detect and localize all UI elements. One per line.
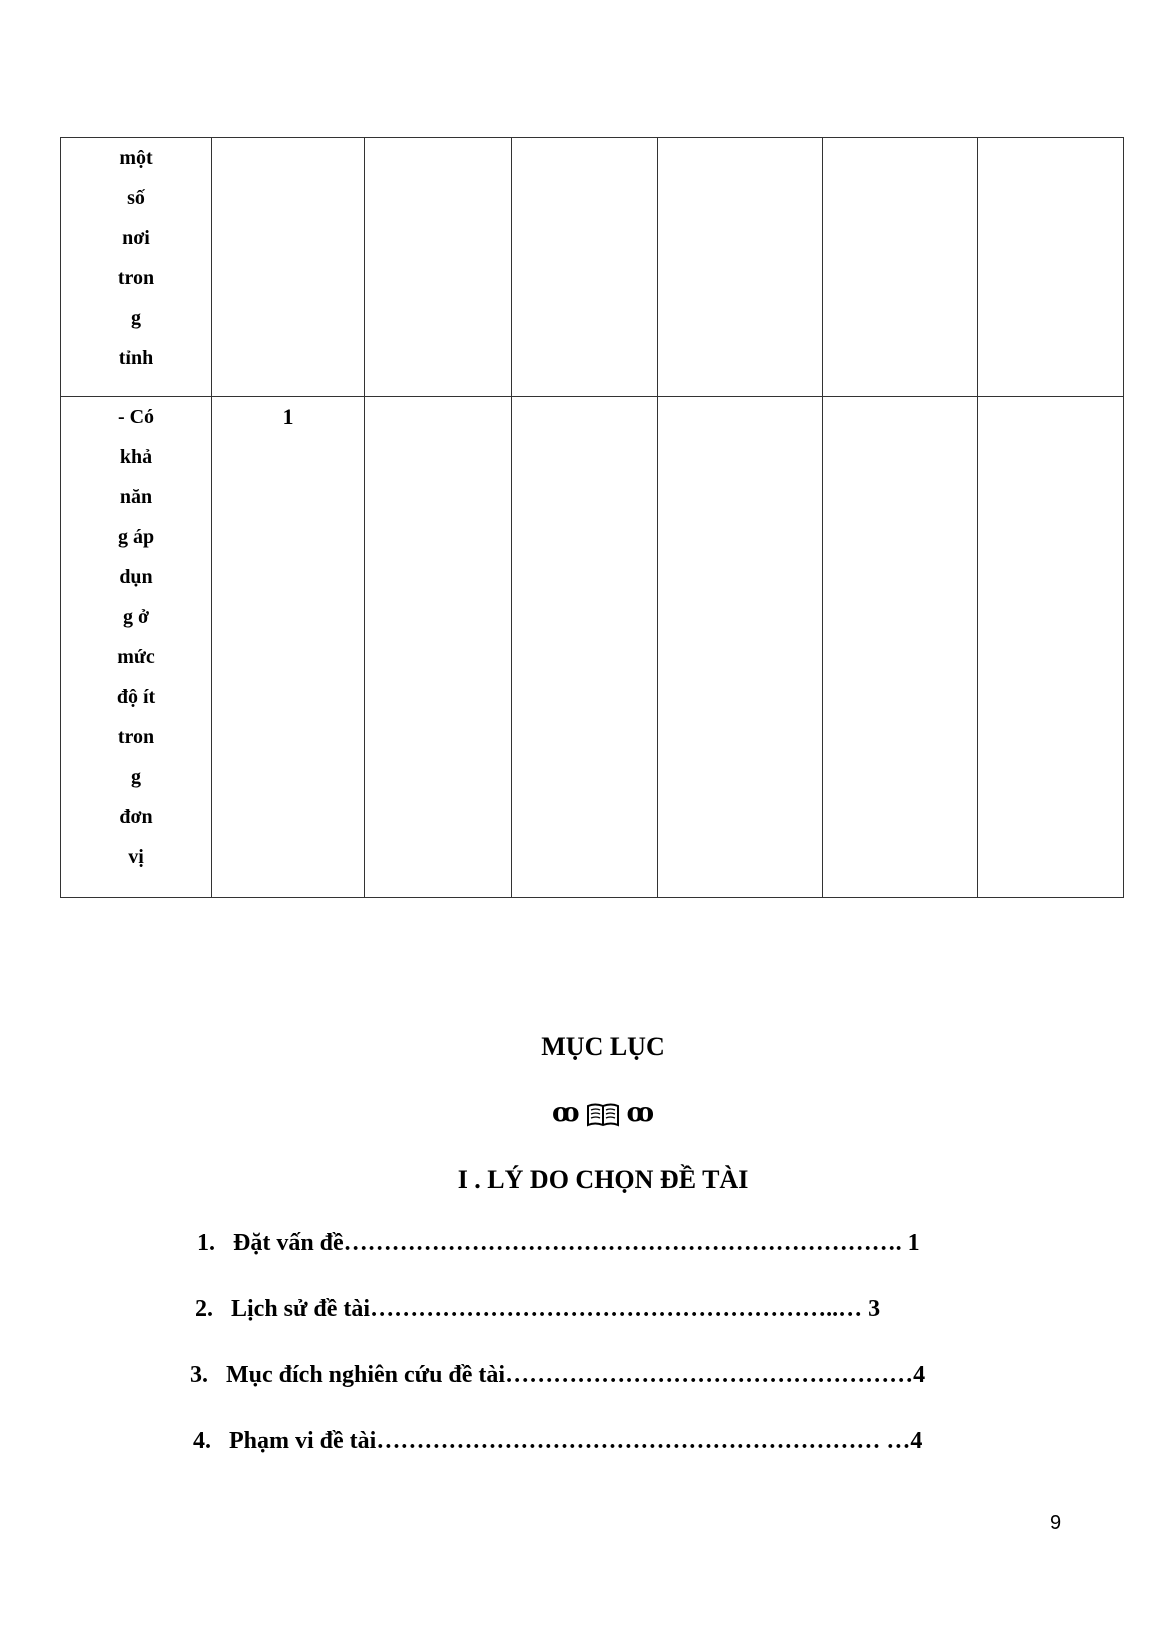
criterion-line: tron bbox=[117, 726, 155, 748]
criterion-text bbox=[61, 138, 211, 378]
table-cell bbox=[658, 397, 823, 898]
cell-value: 1 bbox=[282, 404, 294, 429]
table-cell bbox=[512, 397, 658, 898]
criterion-line: một bbox=[119, 147, 153, 169]
criterion-line: g bbox=[131, 766, 141, 788]
table-cell bbox=[212, 397, 365, 898]
toc-item-text: Lịch sử đề tài…………………………………………………..… 3 bbox=[231, 1296, 881, 1322]
toc-item-text: Phạm vi đề tài……………………………………………………… …4 bbox=[229, 1428, 923, 1454]
table-cell bbox=[365, 397, 512, 898]
criterion-line: g áp bbox=[117, 526, 155, 548]
toc-item-text: Mục đích nghiên cứu đề tài……………………………………………4 bbox=[226, 1362, 926, 1388]
table-cell bbox=[512, 138, 658, 397]
criterion-line: tron bbox=[117, 267, 155, 289]
section-heading: I . LÝ DO CHỌN ĐỀ TÀI bbox=[457, 1165, 749, 1194]
criterion-cell bbox=[61, 138, 212, 397]
toc-item-number: 3. bbox=[190, 1362, 208, 1388]
page-number: 9 bbox=[1050, 1512, 1062, 1534]
toc-item-number: 1. bbox=[197, 1230, 215, 1256]
table-cell bbox=[212, 138, 365, 397]
criterion-line: nơi bbox=[122, 227, 150, 249]
toc-item-number: 2. bbox=[195, 1296, 213, 1322]
evaluation-table bbox=[60, 137, 1124, 898]
criterion-line: dụn bbox=[119, 566, 153, 588]
criterion-line: số bbox=[127, 187, 145, 209]
toc-item bbox=[195, 1296, 880, 1323]
table-cell bbox=[365, 138, 512, 397]
toc-item-number: 4. bbox=[193, 1428, 211, 1454]
criterion-line: năn bbox=[119, 486, 153, 508]
table-cell bbox=[658, 138, 823, 397]
criterion-line: khả bbox=[119, 446, 153, 468]
toc-title: MỤC LỤC bbox=[541, 1032, 665, 1061]
criterion-cell bbox=[61, 397, 212, 898]
toc-item bbox=[197, 1230, 920, 1257]
toc-item bbox=[190, 1362, 925, 1389]
criterion-line: g bbox=[131, 307, 141, 329]
title-ornament bbox=[0, 1098, 1158, 1128]
criterion-line: tỉnh bbox=[118, 347, 154, 369]
criterion-line: mức bbox=[117, 646, 155, 668]
criterion-line: đơn bbox=[119, 806, 153, 828]
table-cell bbox=[978, 397, 1124, 898]
toc-item-text: Đặt vấn đề……………………………………………………………. 1 bbox=[233, 1230, 920, 1256]
open-book-icon bbox=[586, 1102, 620, 1128]
criterion-line: g ở bbox=[122, 606, 150, 628]
table-cell bbox=[978, 138, 1124, 397]
toc-item bbox=[193, 1428, 922, 1455]
table-row bbox=[61, 138, 1124, 397]
ornament-left: ꝏ bbox=[551, 1098, 580, 1127]
table-cell bbox=[823, 138, 978, 397]
criterion-line: vị bbox=[128, 846, 144, 868]
table-row bbox=[61, 397, 1124, 898]
table-cell bbox=[823, 397, 978, 898]
criterion-line: - Có bbox=[117, 406, 155, 428]
ornament-right: ꝏ bbox=[626, 1098, 655, 1127]
criterion-text bbox=[61, 397, 211, 877]
criterion-line: độ ít bbox=[116, 686, 156, 708]
